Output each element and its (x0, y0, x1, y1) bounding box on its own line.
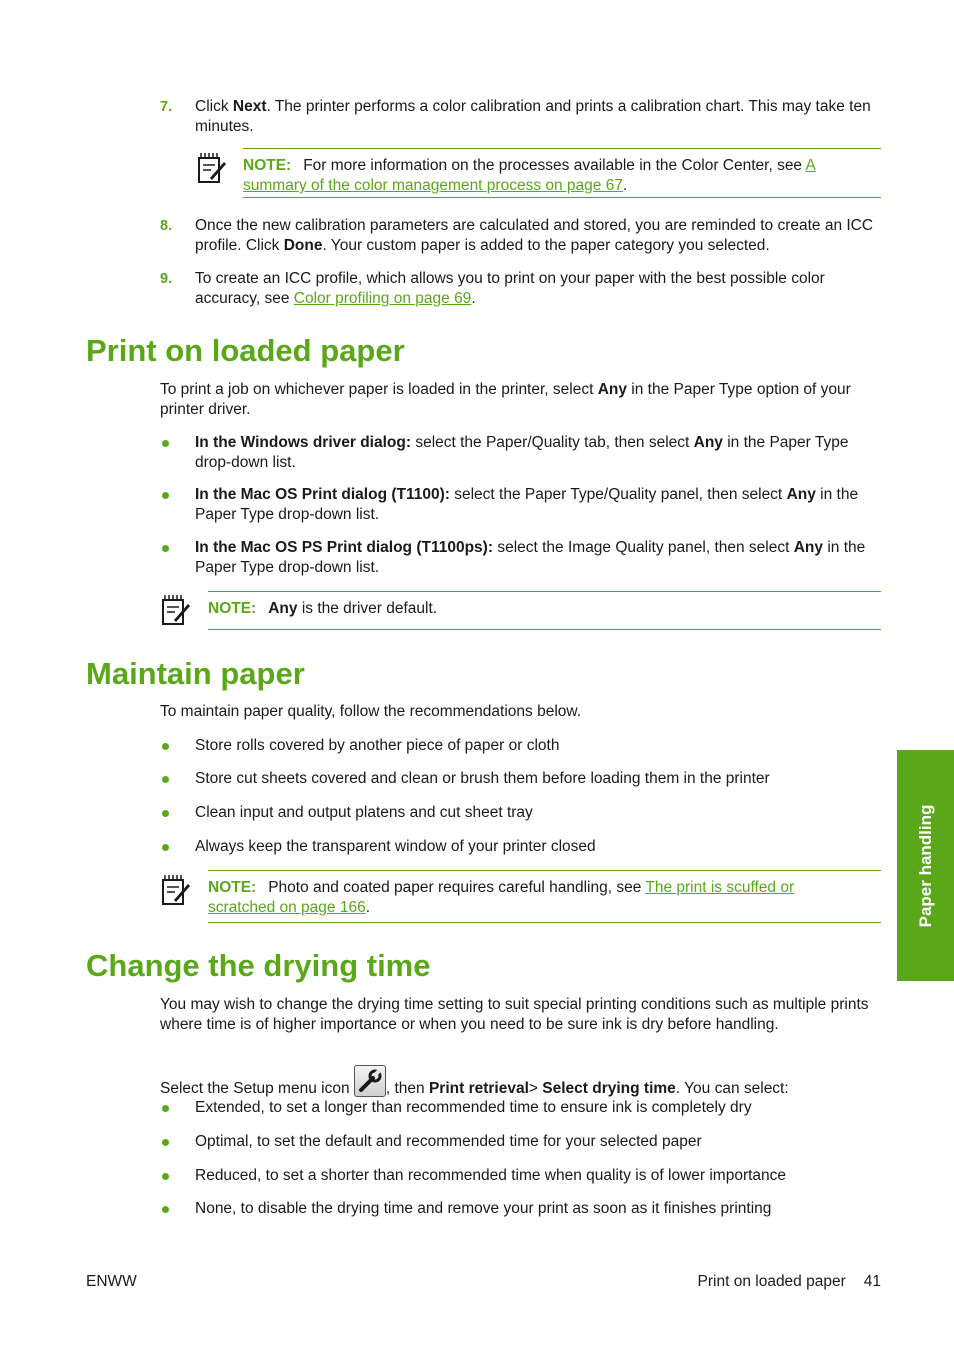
note-box (243, 148, 881, 198)
bullet (162, 776, 169, 783)
note-icon (160, 593, 192, 627)
note-box (208, 591, 881, 630)
note-icon (196, 151, 228, 185)
step-number: 9. (160, 271, 173, 287)
section-intro: You may wish to change the drying time setting to suit special printing conditions such as multiple prints where time is of higher importance or when you need to be sure ink is dry before handling. (160, 996, 869, 1033)
summary-link[interactable]: A summary of the color management process on page 67 (243, 157, 816, 194)
list-item: In the Mac OS Print dialog (T1100): select the Paper Type/Quality panel, then select Any in the Paper Type drop-down list. (195, 486, 859, 523)
chapter-side-tab (897, 750, 954, 981)
section-heading: Print on loaded paper (86, 333, 405, 368)
list-item: Extended, to set a longer than recommended time to ensure ink is completely dry (195, 1099, 752, 1116)
list-item: Optimal, to set the default and recommended time for your selected paper (195, 1133, 702, 1150)
note-text: NOTE: Photo and coated paper requires careful handling, see The print is scuffed or scratched on page 166. (208, 879, 795, 916)
scuffed-link[interactable]: The print is scuffed or scratched on page 166 (208, 879, 795, 916)
wrench-icon (354, 1065, 386, 1097)
bullet (162, 545, 169, 552)
list-item: Always keep the transparent window of your printer closed (195, 838, 596, 855)
footer-right (698, 1272, 881, 1292)
section-heading: Maintain paper (86, 656, 305, 691)
section-heading: Change the drying time (86, 948, 431, 983)
chapter-tab-label: Paper handling (915, 804, 935, 927)
list-item: In the Windows driver dialog: select the Paper/Quality tab, then select Any in the Paper Type drop-down list. (195, 434, 849, 471)
section-intro: To maintain paper quality, follow the recommendations below. (160, 703, 582, 720)
list-item: Clean input and output platens and cut sheet tray (195, 804, 533, 821)
list-item: Store rolls covered by another piece of paper or cloth (195, 737, 560, 754)
footer-left: ENWW (86, 1273, 137, 1290)
bullet (162, 1206, 169, 1213)
step-number: 8. (160, 218, 173, 234)
note-text: NOTE: For more information on the processes available in the Color Center, see A summary of the color management process on page 67. (243, 157, 816, 194)
footer-title: Print on loaded paper (697, 1273, 846, 1290)
bullet (162, 440, 169, 447)
note-box (208, 870, 881, 923)
step-text: To create an ICC profile, which allows you to print on your paper with the best possible color accuracy, see Color profiling on page 69. (195, 270, 825, 307)
section-intro: To print a job on whichever paper is loaded in the printer, select Any in the Paper Type option of your printer driver. (160, 381, 851, 418)
bullet (162, 492, 169, 499)
color-profiling-link[interactable]: Color profiling on page 69 (293, 290, 472, 307)
note-text: NOTE: Any is the driver default. (208, 600, 438, 617)
bullet (162, 1139, 169, 1146)
bullet (162, 810, 169, 817)
bullet (162, 844, 169, 851)
list-item: In the Mac OS PS Print dialog (T1100ps): select the Image Quality panel, then select Any in the Paper Type drop-down list. (195, 539, 866, 576)
note-icon (160, 873, 192, 907)
bullet (162, 1105, 169, 1112)
bullet (162, 1173, 169, 1180)
setup-instruction: Select the Setup menu icon , then Print retrieval> Select drying time. You can select: (160, 1065, 885, 1099)
list-item: Reduced, to set a shorter than recommended time when quality is of lower importance (195, 1167, 787, 1184)
step-text: Once the new calibration parameters are calculated and stored, you are reminded to create an ICC profile. Click Done. Your custom paper is added to the paper category you selected. (195, 217, 874, 254)
step-text: Click Next. The printer performs a color calibration and prints a calibration chart. This may take ten minutes. (195, 98, 871, 135)
bullet (162, 743, 169, 750)
list-item: Store cut sheets covered and clean or brush them before loading them in the printer (195, 770, 770, 787)
step-number: 7. (160, 99, 173, 115)
list-item: None, to disable the drying time and remove your print as soon as it finishes printing (195, 1200, 772, 1217)
page-number: 41 (863, 1273, 881, 1290)
